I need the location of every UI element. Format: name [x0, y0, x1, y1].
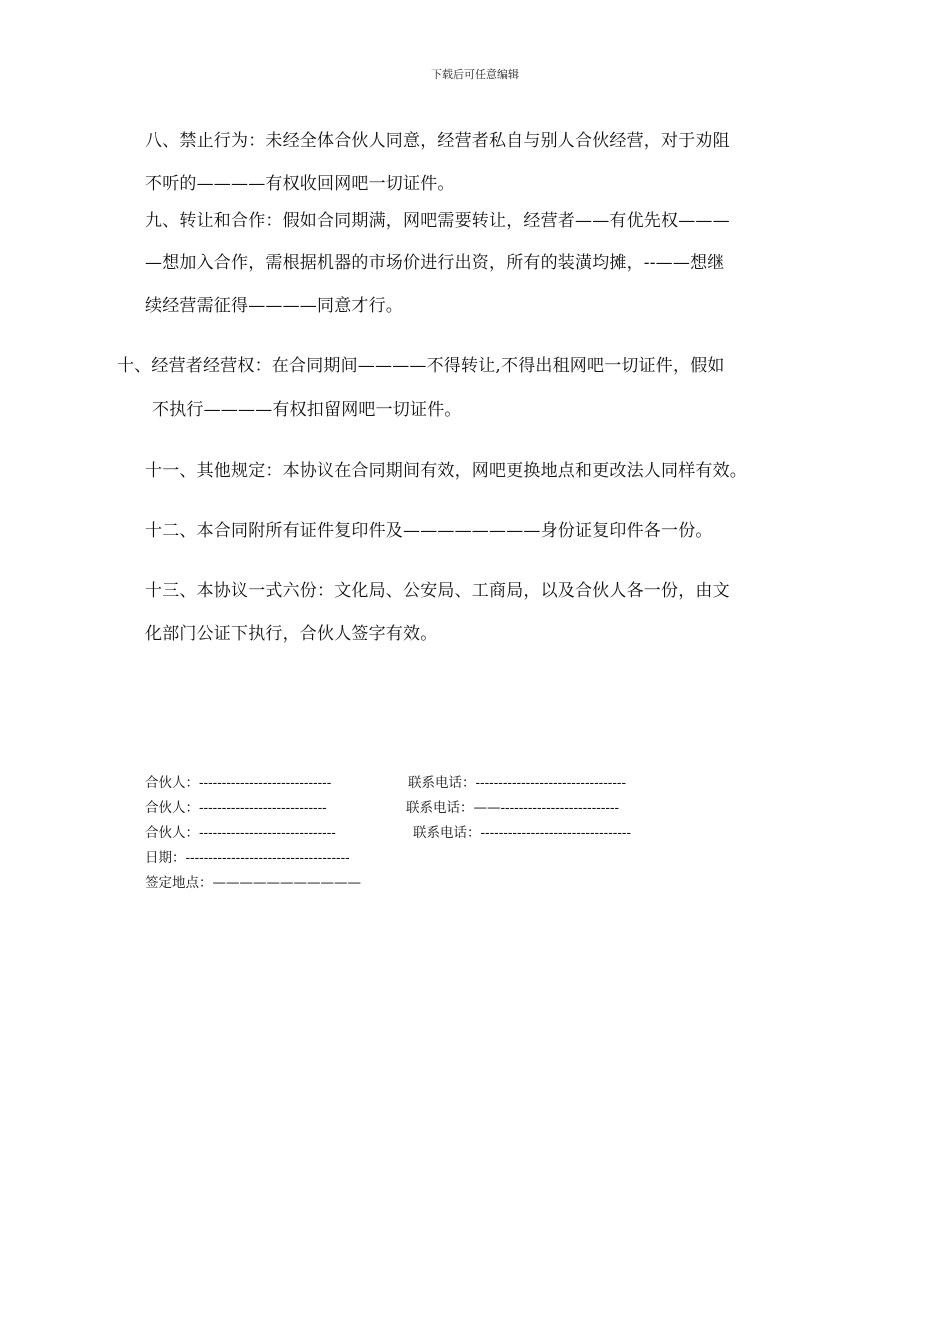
clause-9-line-3: 续经营需征得————同意才行。	[145, 296, 403, 316]
clause-10-line-1: 十、经营者经营权：在合同期间————不得转让,不得出租网吧一切证件，假如	[117, 356, 725, 376]
clause-12-line-1: 十二、本合同附所有证件复印件及————————身份证复印件各一份。	[145, 521, 713, 541]
clause-8-line-1: 八、禁止行为：未经全体合伙人同意，经营者私自与别人合伙经营，对于劝阻	[145, 131, 730, 151]
phone-2-field: 联系电话：——--------------------------	[406, 800, 620, 816]
partner-2-field: 合伙人：----------------------------	[145, 800, 327, 816]
clause-8-line-2: 不听的————有权收回网吧一切证件。	[145, 174, 455, 194]
partner-3-field: 合伙人：------------------------------	[145, 825, 336, 841]
clause-13-line-2: 化部门公证下执行，合伙人签字有效。	[145, 624, 438, 644]
phone-1-field: 联系电话：---------------------------------	[408, 775, 627, 791]
signing-place-field: 签定地点：———————————	[145, 875, 361, 891]
date-field: 日期：------------------------------------	[145, 850, 350, 866]
phone-3-field: 联系电话：---------------------------------	[413, 825, 632, 841]
page-header-note: 下载后可任意编辑	[431, 68, 519, 81]
partner-1-field: 合伙人：-----------------------------	[145, 775, 332, 791]
clause-11-line-1: 十一、其他规定：本协议在合同期间有效，网吧更换地点和更改法人同样有效。	[145, 461, 747, 481]
clause-9-line-1: 九、转让和合作：假如合同期满，网吧需要转让，经营者——有优先权———	[145, 211, 730, 231]
clause-10-line-2: 不执行————有权扣留网吧一切证件。	[152, 400, 462, 420]
clause-13-line-1: 十三、本协议一式六份：文化局、公安局、工商局，以及合伙人各一份，由文	[145, 581, 730, 601]
clause-9-line-2: —想加入合作，需根据机器的市场价进行出资，所有的装潢均摊，--——想继	[145, 253, 725, 273]
